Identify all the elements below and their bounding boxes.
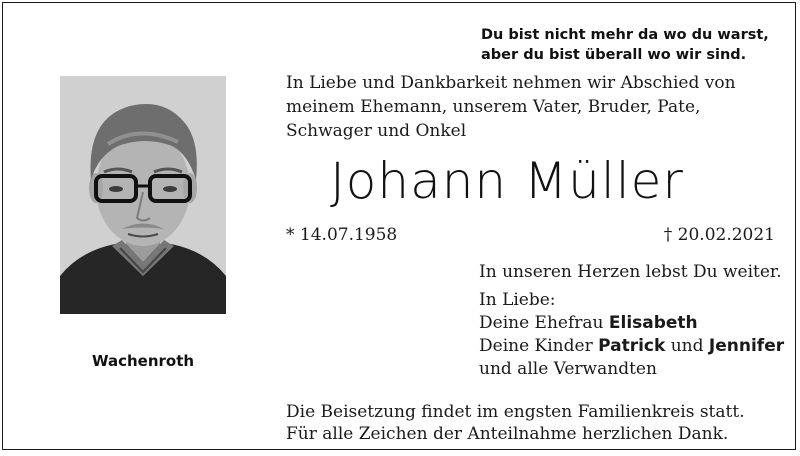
place-name: Wachenroth: [91, 352, 195, 370]
intro-line-1: In Liebe und Dankbarkeit nehmen wir Abschied von: [286, 73, 736, 93]
relatives-line: und alle Verwandten: [479, 359, 657, 379]
wife-name: Elisabeth: [608, 313, 698, 333]
closing-line-2: Für alle Zeichen der Anteilnahme herzlichen Dank.: [286, 424, 729, 444]
intro-line-2: meinem Ehemann, unserem Vater, Bruder, Pate,: [286, 97, 701, 117]
child-name-1: Patrick: [598, 336, 666, 356]
portrait-photo: [60, 76, 226, 314]
obituary-notice: [2, 2, 796, 450]
mourners-block: [479, 261, 784, 381]
and-word: und: [670, 336, 704, 356]
intro-line-3: Schwager und Onkel: [286, 121, 467, 141]
portrait-photo-icon: [60, 76, 226, 314]
intro-text: [286, 71, 736, 143]
verse: [481, 25, 769, 65]
birth-date: * 14.07.1958: [286, 225, 398, 245]
wife-prefix: Deine Ehefrau: [479, 313, 604, 333]
heart-line: In unseren Herzen lebst Du weiter.: [479, 262, 782, 282]
children-line: [479, 335, 784, 358]
in-love-label: In Liebe:: [479, 290, 556, 310]
children-prefix: Deine Kinder: [479, 336, 593, 356]
deceased-name: Johann Müller: [330, 152, 684, 210]
verse-line-2: aber du bist überall wo wir sind.: [481, 47, 747, 63]
child-name-2: Jennifer: [708, 336, 785, 356]
verse-line-1: Du bist nicht mehr da wo du warst,: [481, 27, 769, 43]
death-date: † 20.02.2021: [663, 225, 775, 245]
wife-line: [479, 312, 784, 335]
closing-line-1: Die Beisetzung findet im engsten Familienkreis statt.: [286, 402, 745, 422]
closing-text: [286, 401, 745, 445]
